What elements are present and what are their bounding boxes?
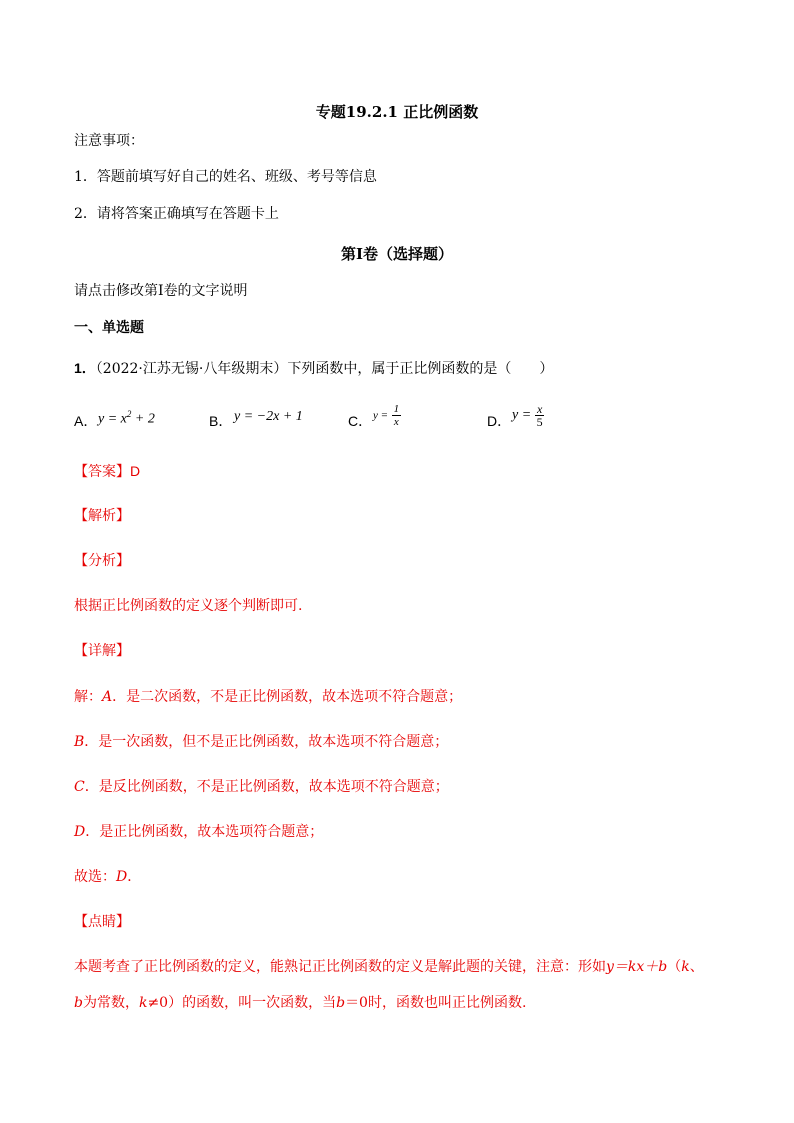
dianjing-const: 为常数， xyxy=(82,995,139,1011)
dianjing-label: 【点睛】 xyxy=(74,914,130,930)
option-d-label: D． xyxy=(487,413,512,429)
conclusion-line xyxy=(74,867,141,887)
question-text: 下列函数中，属于正比例函数的是（ ） xyxy=(287,361,554,377)
detail-text-a: ．是二次函数，不是正比例函数，故本选项不符合题意； xyxy=(112,689,463,705)
detail-letter-b: B xyxy=(74,734,85,750)
dianjing-k2: k xyxy=(138,995,148,1011)
option-d-formula: y = $\frac{x}{5}$ xyxy=(512,402,543,429)
option-b-formula: y = −2x + 1 xyxy=(234,409,303,424)
detail-line-a xyxy=(74,687,462,707)
detail-letter-a: A xyxy=(102,689,113,705)
detail-text-c: ．是反比例函数，不是正比例函数，故本选项不符合题意； xyxy=(84,779,449,795)
dianjing-b: b xyxy=(74,995,83,1011)
question-number: 1． xyxy=(74,360,96,376)
answer-line xyxy=(74,461,140,482)
notes-heading: 注意事项： xyxy=(74,133,144,149)
question-stem xyxy=(74,358,553,379)
dianjing-text-1: 本题考查了正比例函数的定义，能熟记正比例函数的定义是解此题的关键，注意：形如 xyxy=(74,959,606,975)
option-b xyxy=(209,411,232,431)
dianjing-k: k xyxy=(681,959,690,975)
answer-value: D xyxy=(130,463,141,479)
fenxi-label: 【分析】 xyxy=(74,553,130,569)
dianjing-line-2 xyxy=(74,993,526,1013)
page-title: 专题19.2.1 正比例函数 xyxy=(315,103,479,121)
detail-text-b: ．是一次函数，但不是正比例函数，故本选项不符合题意； xyxy=(84,734,449,750)
conclusion-prefix: 故选： xyxy=(74,869,116,885)
dianjing-paren: （ xyxy=(667,959,682,975)
part-title: 一、单选题 xyxy=(74,320,144,336)
option-c-label: C． xyxy=(348,413,373,429)
option-a-formula: $y = x^2 + 2$ xyxy=(98,409,155,427)
answer-label: 【答案】 xyxy=(74,464,130,480)
note-item-1: 1．答题前填写好自己的姓名、班级、考号等信息 xyxy=(74,169,377,185)
dianjing-comma: 、 xyxy=(689,959,704,975)
section-description: 请点击修改第I卷的文字说明 xyxy=(74,283,248,299)
detail-letter-c: C xyxy=(74,779,85,795)
section-title: 第I卷（选择题） xyxy=(340,245,454,263)
option-a-label: A． xyxy=(74,413,98,429)
dianjing-formula: y＝kx＋b xyxy=(606,959,668,975)
option-b-label: B． xyxy=(209,413,233,429)
jiexi-label: 【解析】 xyxy=(74,508,130,524)
conclusion-suffix: ． xyxy=(127,869,142,885)
detail-line-b xyxy=(74,732,448,752)
detail-letter-d: D xyxy=(74,824,86,840)
dianjing-line-1 xyxy=(74,957,704,977)
detail-prefix: 解： xyxy=(74,689,102,705)
fenxi-text: 根据正比例函数的定义逐个判断即可. xyxy=(74,598,303,614)
detail-line-d xyxy=(74,822,323,842)
option-c xyxy=(348,411,372,431)
dianjing-b2: b xyxy=(336,995,346,1011)
option-c-formula: y = $\frac{1}{x}$ xyxy=(373,403,400,428)
detail-line-c xyxy=(74,777,449,797)
dianjing-cond: ≠0）的函数，叫一次函数，当 xyxy=(147,995,337,1011)
option-d xyxy=(487,411,511,431)
question-source: （2022·江苏无锡·八年级期末） xyxy=(95,361,288,377)
note-item-2: 2．请将答案正确填写在答题卡上 xyxy=(74,206,279,222)
option-a xyxy=(74,411,97,431)
detail-text-d: ．是正比例函数，故本选项符合题意； xyxy=(85,824,324,840)
xiangjie-label: 【详解】 xyxy=(74,643,130,659)
conclusion-letter: D xyxy=(116,869,128,885)
dianjing-rest: ＝0时，函数也叫正比例函数. xyxy=(345,995,527,1011)
